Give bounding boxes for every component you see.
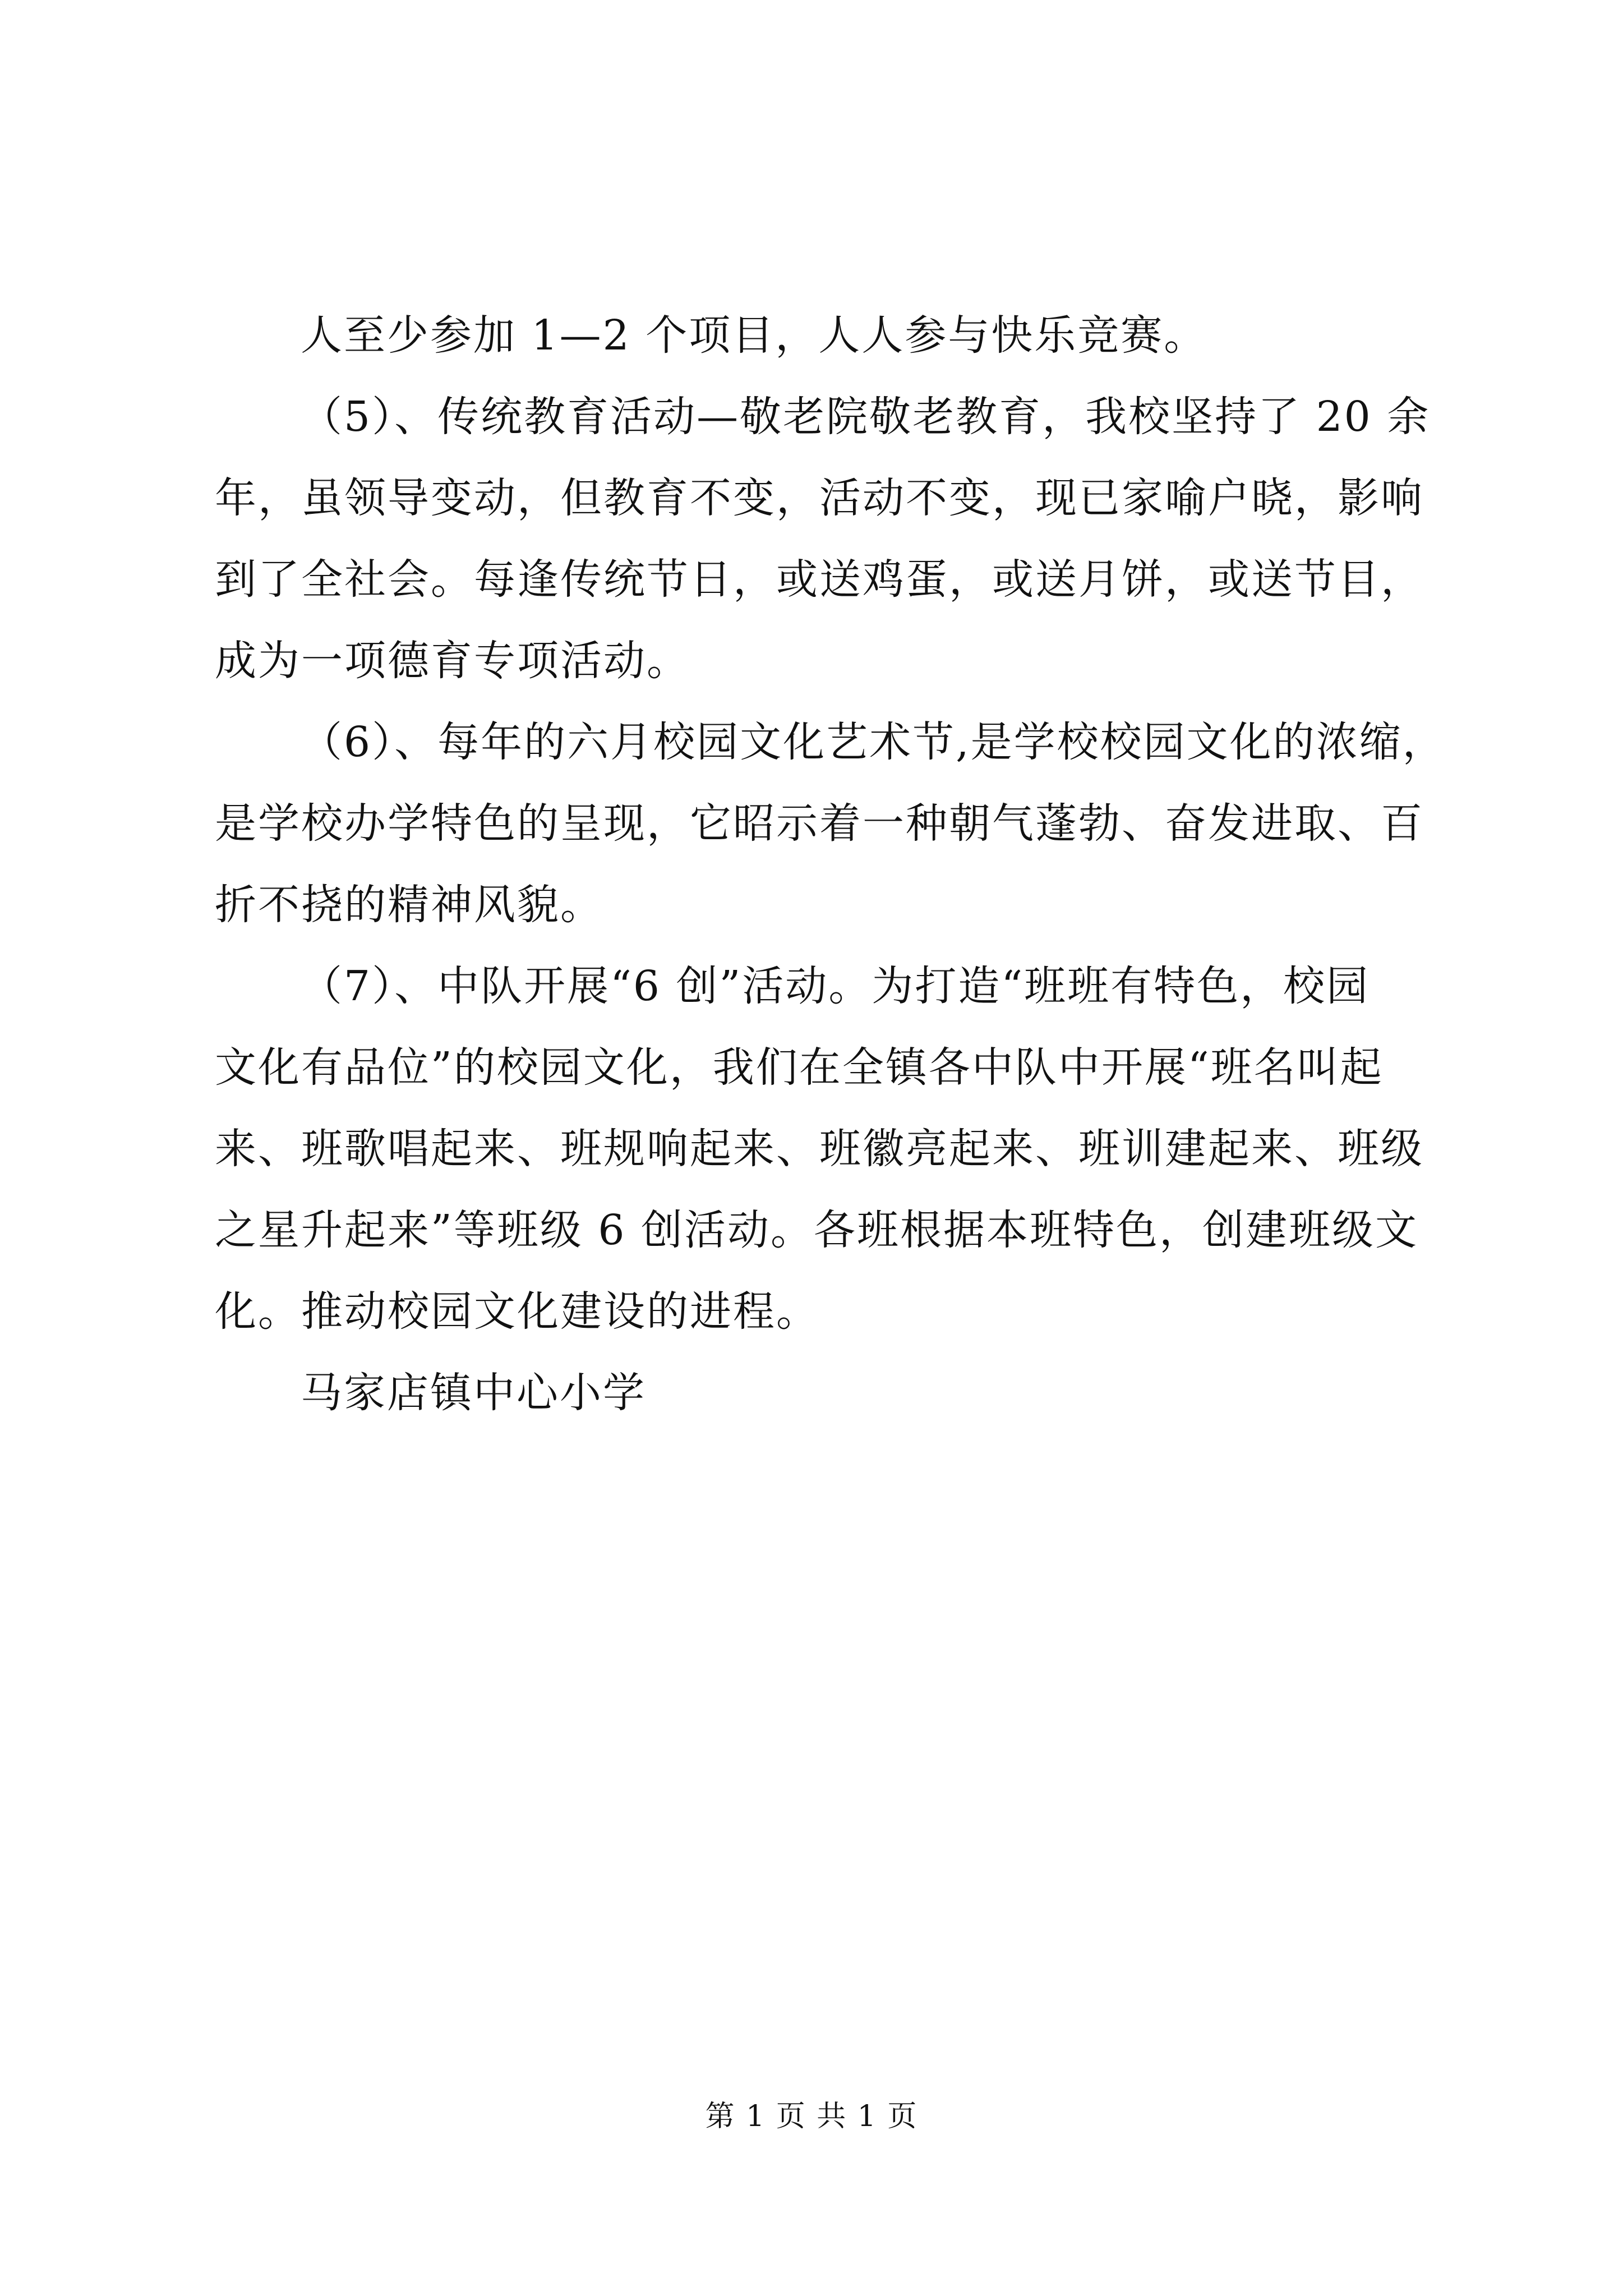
text-line: （7）、中队开展“6 创”活动。为打造“班班有特色，校园	[301, 962, 1370, 1010]
signature-school-name: 马家店镇中心小学	[301, 1369, 646, 1417]
text-line: 化。推动校园文化建设的进程。	[215, 1287, 819, 1336]
text-line: 人至少参加 1—2 个项目，人人参与快乐竞赛。	[301, 311, 1207, 360]
text-line: 到了全社会。每逢传统节日，或送鸡蛋，或送月饼，或送节目，	[215, 555, 1424, 604]
text-line: （6）、每年的六月校园文化艺术节,是学校校园文化的浓缩，	[301, 718, 1446, 766]
text-line: 年，虽领导变动，但教育不变，活动不变，现已家喻户晓，影响	[215, 474, 1424, 522]
page-number: 第 1 页 共 1 页	[705, 2100, 918, 2133]
text-line: 成为一项德育专项活动。	[215, 637, 690, 685]
text-line: 文化有品位”的校园文化，我们在全镇各中队中开展“班名叫起	[215, 1043, 1384, 1092]
text-line: （5）、传统教育活动—敬老院敬老教育，我校坚持了 20 余	[301, 393, 1431, 441]
text-line: 是学校办学特色的呈现，它昭示着一种朝气蓬勃、奋发进取、百	[215, 799, 1424, 848]
text-line: 折不挠的精神风貌。	[215, 881, 603, 929]
text-line: 之星升起来”等班级 6 创活动。各班根据本班特色，创建班级文	[215, 1206, 1418, 1254]
text-line: 来、班歌唱起来、班规响起来、班徽亮起来、班训建起来、班级	[215, 1125, 1424, 1173]
